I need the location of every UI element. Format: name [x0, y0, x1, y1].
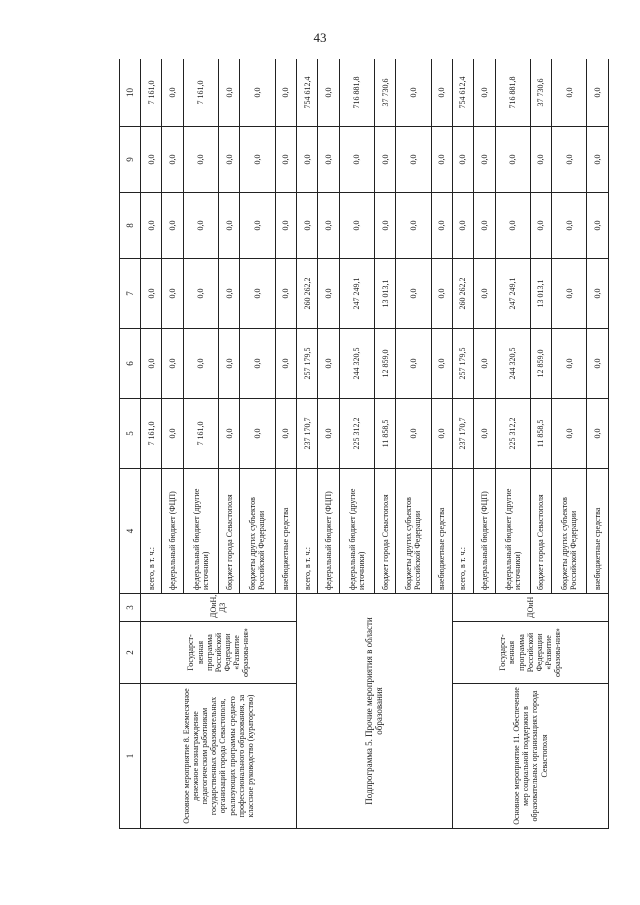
- amount-cell: 0,0: [374, 193, 395, 259]
- amount-cell: 260 262,2: [296, 259, 317, 329]
- amount-cell: 257 179,5: [452, 329, 473, 399]
- amount-cell: 0,0: [162, 259, 183, 329]
- amount-cell: 11 858,5: [374, 399, 395, 469]
- amount-cell: 0,0: [183, 329, 218, 399]
- amount-cell: 237 170,7: [296, 399, 317, 469]
- col-header-9: 9: [120, 127, 141, 193]
- amount-cell: 244 320,5: [339, 329, 374, 399]
- amount-cell: 0,0: [275, 399, 296, 469]
- amount-cell: 0,0: [240, 59, 275, 127]
- amount-cell: 0,0: [452, 127, 473, 193]
- amount-cell: 0,0: [318, 259, 339, 329]
- amount-cell: 0,0: [240, 259, 275, 329]
- amount-cell: 0,0: [240, 399, 275, 469]
- amount-cell: 0,0: [495, 127, 530, 193]
- amount-cell: 0,0: [474, 399, 495, 469]
- amount-cell: 0,0: [141, 127, 162, 193]
- amount-cell: 0,0: [218, 59, 239, 127]
- amount-cell: 247 249,1: [495, 259, 530, 329]
- amount-cell: 0,0: [162, 127, 183, 193]
- amount-cell: 0,0: [587, 259, 609, 329]
- amount-cell: 0,0: [431, 399, 452, 469]
- col-header-8: 8: [120, 193, 141, 259]
- measure-name: Основное мероприятие 11. Обеспечение мер социальной поддержки в образовательных организациях города Севастополя: [452, 684, 608, 829]
- table-row: [141, 59, 162, 829]
- amount-cell: 0,0: [474, 193, 495, 259]
- amount-cell: 225 312,2: [339, 399, 374, 469]
- table-row: [452, 59, 473, 829]
- program-name: Государст-венная программа Российской Федерации «Развитие образова-ния»: [452, 622, 608, 684]
- amount-cell: 0,0: [552, 329, 587, 399]
- amount-cell: 37 730,6: [374, 59, 395, 127]
- amount-cell: 0,0: [318, 127, 339, 193]
- amount-cell: 257 179,5: [296, 329, 317, 399]
- amount-cell: 0,0: [141, 259, 162, 329]
- amount-cell: 0,0: [530, 127, 551, 193]
- page-number: 43: [313, 30, 327, 45]
- amount-cell: 716 881,8: [339, 59, 374, 127]
- amount-cell: 0,0: [218, 399, 239, 469]
- funding-source: всего, в т. ч.:: [296, 469, 317, 594]
- amount-cell: 0,0: [183, 259, 218, 329]
- amount-cell: 0,0: [474, 59, 495, 127]
- amount-cell: 0,0: [318, 329, 339, 399]
- amount-cell: 7 161,0: [141, 59, 162, 127]
- amount-cell: 0,0: [552, 193, 587, 259]
- amount-cell: 0,0: [318, 193, 339, 259]
- amount-cell: 0,0: [218, 193, 239, 259]
- amount-cell: 0,0: [218, 259, 239, 329]
- funding-source: федеральный бюджет (другие источники): [183, 469, 218, 594]
- col-header-4: 4: [120, 469, 141, 594]
- amount-cell: 0,0: [530, 193, 551, 259]
- table-container: [119, 59, 609, 829]
- amount-cell: 0,0: [396, 329, 431, 399]
- amount-cell: 0,0: [396, 399, 431, 469]
- amount-cell: 0,0: [587, 399, 609, 469]
- amount-cell: 716 881,8: [495, 59, 530, 127]
- amount-cell: 0,0: [318, 399, 339, 469]
- amount-cell: 13 013,1: [530, 259, 551, 329]
- amount-cell: 0,0: [339, 193, 374, 259]
- amount-cell: 0,0: [396, 259, 431, 329]
- col-header-3: 3: [120, 594, 141, 622]
- amount-cell: 0,0: [275, 329, 296, 399]
- funding-source: внебюджетные средства: [431, 469, 452, 594]
- amount-cell: 7 161,0: [141, 399, 162, 469]
- amount-cell: 754 612,4: [296, 59, 317, 127]
- amount-cell: 0,0: [474, 259, 495, 329]
- amount-cell: 0,0: [296, 193, 317, 259]
- amount-cell: 0,0: [552, 399, 587, 469]
- amount-cell: 244 320,5: [495, 329, 530, 399]
- col-header-7: 7: [120, 259, 141, 329]
- rotated-table-frame: [119, 59, 609, 829]
- amount-cell: 0,0: [374, 127, 395, 193]
- amount-cell: 0,0: [240, 329, 275, 399]
- amount-cell: 0,0: [141, 329, 162, 399]
- amount-cell: 0,0: [552, 59, 587, 127]
- amount-cell: 247 249,1: [339, 259, 374, 329]
- amount-cell: 7 161,0: [183, 59, 218, 127]
- amount-cell: 11 858,5: [530, 399, 551, 469]
- amount-cell: 0,0: [431, 59, 452, 127]
- amount-cell: 0,0: [218, 127, 239, 193]
- amount-cell: 237 170,7: [452, 399, 473, 469]
- amount-cell: 12 859,0: [374, 329, 395, 399]
- funding-source: федеральный бюджет (ФЦП): [162, 469, 183, 594]
- col-header-6: 6: [120, 329, 141, 399]
- amount-cell: 0,0: [296, 127, 317, 193]
- amount-cell: 0,0: [396, 193, 431, 259]
- funding-source: внебюджетные средства: [275, 469, 296, 594]
- amount-cell: 0,0: [587, 59, 609, 127]
- amount-cell: 0,0: [339, 127, 374, 193]
- subprogram-name: Подпрограмма 5. Прочие мероприятия в области образования: [296, 594, 452, 829]
- amount-cell: 754 612,4: [452, 59, 473, 127]
- amount-cell: 0,0: [275, 193, 296, 259]
- amount-cell: 0,0: [552, 127, 587, 193]
- amount-cell: 13 013,1: [374, 259, 395, 329]
- amount-cell: 12 859,0: [530, 329, 551, 399]
- funding-source: бюджет города Севастополя: [530, 469, 551, 594]
- funding-source: федеральный бюджет (другие источники): [339, 469, 374, 594]
- col-header-2: 2: [120, 622, 141, 684]
- amount-cell: 0,0: [474, 329, 495, 399]
- funding-source: бюджет города Севастополя: [218, 469, 239, 594]
- funding-source: всего, в т. ч.:: [141, 469, 162, 594]
- amount-cell: 0,0: [183, 127, 218, 193]
- amount-cell: 0,0: [396, 127, 431, 193]
- amount-cell: 0,0: [495, 193, 530, 259]
- funding-source: внебюджетные средства: [587, 469, 609, 594]
- responsible-executor: ДОиН, ДЗ: [141, 594, 297, 622]
- amount-cell: 0,0: [141, 193, 162, 259]
- amount-cell: 0,0: [587, 193, 609, 259]
- amount-cell: 0,0: [474, 127, 495, 193]
- amount-cell: 0,0: [587, 329, 609, 399]
- table-row: [296, 59, 317, 829]
- funding-source: бюджеты других субъектов Российской Федерации: [552, 469, 587, 594]
- amount-cell: 0,0: [452, 193, 473, 259]
- amount-cell: 0,0: [396, 59, 431, 127]
- amount-cell: 37 730,6: [530, 59, 551, 127]
- amount-cell: 0,0: [162, 193, 183, 259]
- amount-cell: 0,0: [275, 59, 296, 127]
- amount-cell: 0,0: [162, 329, 183, 399]
- funding-source: бюджеты других субъектов Российской Федерации: [396, 469, 431, 594]
- amount-cell: 0,0: [552, 259, 587, 329]
- amount-cell: 0,0: [240, 193, 275, 259]
- funding-source: федеральный бюджет (другие источники): [495, 469, 530, 594]
- measure-name: Основное мероприятие 8. Ежемесячное денежное вознаграждение педагогическим работникам государственных образовательных организаций города Севастополя, реализующих программы среднего профессионального образования, за классное руководство (кураторство): [141, 684, 297, 829]
- amount-cell: 260 262,2: [452, 259, 473, 329]
- amount-cell: 0,0: [162, 59, 183, 127]
- amount-cell: 0,0: [218, 329, 239, 399]
- amount-cell: 0,0: [431, 259, 452, 329]
- amount-cell: 0,0: [431, 329, 452, 399]
- amount-cell: 0,0: [162, 399, 183, 469]
- funding-source: бюджет города Севастополя: [374, 469, 395, 594]
- amount-cell: 0,0: [587, 127, 609, 193]
- amount-cell: 0,0: [183, 193, 218, 259]
- amount-cell: 0,0: [431, 127, 452, 193]
- amount-cell: 225 312,2: [495, 399, 530, 469]
- amount-cell: 0,0: [318, 59, 339, 127]
- funding-source: бюджеты других субъектов Российской Федерации: [240, 469, 275, 594]
- amount-cell: 0,0: [275, 127, 296, 193]
- col-header-10: 10: [120, 59, 141, 127]
- header-row: [120, 59, 141, 829]
- program-name: Государст-венная программа Российской Федерации «Развитие образова-ния»: [141, 622, 297, 684]
- funding-source: федеральный бюджет (ФЦП): [318, 469, 339, 594]
- col-header-1: 1: [120, 684, 141, 829]
- amount-cell: 7 161,0: [183, 399, 218, 469]
- col-header-5: 5: [120, 399, 141, 469]
- amount-cell: 0,0: [431, 193, 452, 259]
- responsible-executor: ДОиН: [452, 594, 608, 622]
- funding-source: федеральный бюджет (ФЦП): [474, 469, 495, 594]
- budget-table: [119, 59, 609, 829]
- funding-source: всего, в т. ч.:: [452, 469, 473, 594]
- amount-cell: 0,0: [275, 259, 296, 329]
- amount-cell: 0,0: [240, 127, 275, 193]
